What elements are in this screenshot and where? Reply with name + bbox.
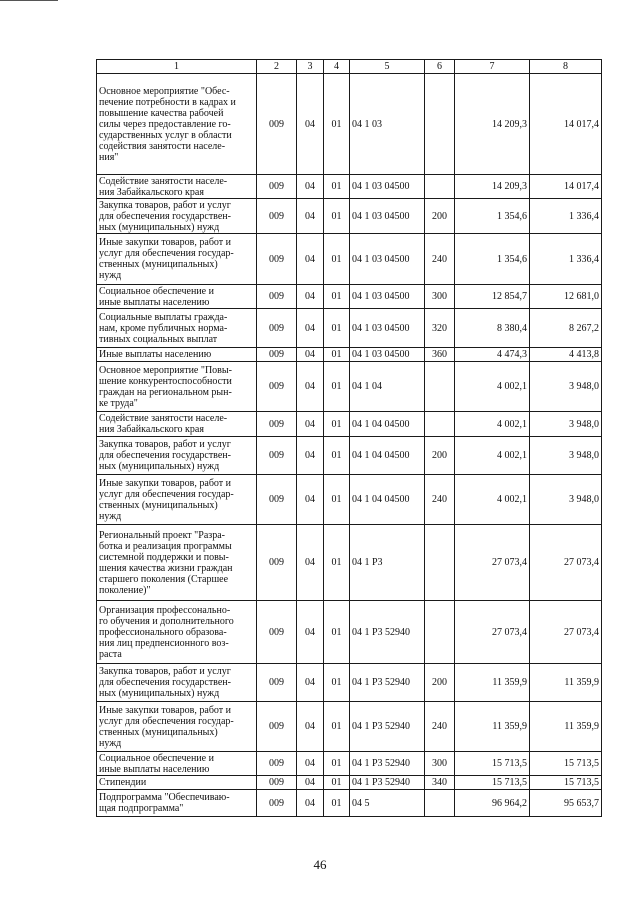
row-amount-2-cell: 15 713,5	[530, 776, 602, 790]
row-subsection-cell: 01	[324, 525, 350, 601]
row-subsection-cell: 01	[324, 475, 350, 525]
row-subsection-cell: 01	[324, 199, 350, 234]
row-grbs-cell: 009	[257, 525, 297, 601]
row-subsection-cell: 01	[324, 362, 350, 412]
row-section-cell: 04	[297, 664, 324, 702]
row-subsection-cell: 01	[324, 752, 350, 776]
table-row	[97, 601, 602, 664]
row-amount-2-cell: 8 267,2	[530, 309, 602, 348]
row-amount-1-cell: 12 854,7	[455, 285, 530, 309]
row-amount-2-cell: 27 073,4	[530, 601, 602, 664]
row-amount-1-cell: 14 209,3	[455, 74, 530, 175]
row-subsection-cell: 01	[324, 175, 350, 199]
table-row	[97, 285, 602, 309]
row-section-cell: 04	[297, 199, 324, 234]
row-subsection-cell: 01	[324, 790, 350, 817]
row-section-cell: 04	[297, 175, 324, 199]
row-amount-2-cell: 12 681,0	[530, 285, 602, 309]
row-amount-2-cell: 27 073,4	[530, 525, 602, 601]
row-expense-type-cell: 340	[425, 776, 455, 790]
row-amount-1-cell: 4 002,1	[455, 475, 530, 525]
table-row	[97, 776, 602, 790]
row-amount-1-cell: 14 209,3	[455, 175, 530, 199]
row-section-cell: 04	[297, 437, 324, 475]
table-header-row	[97, 60, 602, 74]
row-target-code-cell: 04 1 03	[350, 74, 425, 175]
row-subsection-cell: 01	[324, 702, 350, 752]
row-expense-type-cell	[425, 74, 455, 175]
row-target-code-cell: 04 1 03 04500	[350, 234, 425, 285]
row-expense-type-cell: 200	[425, 199, 455, 234]
row-amount-1-cell: 27 073,4	[455, 601, 530, 664]
row-subsection-cell: 01	[324, 776, 350, 790]
row-amount-1-cell: 4 002,1	[455, 412, 530, 437]
row-name-cell: Основное мероприятие "Обес- печение потребности в кадрах и повышение качества рабочей силы через предоставление го- сударственных услуг в области содействия занятости населе- ния"	[97, 74, 257, 175]
row-name-cell: Организация профессонально- го обучения и дополнительного профессионального образова- ния лиц предпенсионного воз- раста	[97, 601, 257, 664]
row-target-code-cell: 04 5	[350, 790, 425, 817]
row-expense-type-cell: 360	[425, 348, 455, 362]
table-row	[97, 702, 602, 752]
row-grbs-cell: 009	[257, 702, 297, 752]
row-section-cell: 04	[297, 702, 324, 752]
row-name-cell: Закупка товаров, работ и услуг для обеспечения государствен- ных (муниципальных) нужд	[97, 199, 257, 234]
row-target-code-cell: 04 1 P3 52940	[350, 752, 425, 776]
row-subsection-cell: 01	[324, 601, 350, 664]
row-amount-2-cell: 1 336,4	[530, 234, 602, 285]
row-subsection-cell: 01	[324, 74, 350, 175]
row-amount-1-cell: 1 354,6	[455, 199, 530, 234]
row-expense-type-cell: 200	[425, 664, 455, 702]
row-expense-type-cell: 320	[425, 309, 455, 348]
row-name-cell: Иные закупки товаров, работ и услуг для обеспечения государ- ственных (муниципальных) нужд	[97, 475, 257, 525]
row-expense-type-cell: 240	[425, 475, 455, 525]
table-row	[97, 199, 602, 234]
row-section-cell: 04	[297, 412, 324, 437]
row-expense-type-cell	[425, 601, 455, 664]
row-name-cell: Содействие занятости населе- ния Забайкальского края	[97, 175, 257, 199]
row-name-cell: Иные выплаты населению	[97, 348, 257, 362]
row-section-cell: 04	[297, 285, 324, 309]
table-row	[97, 437, 602, 475]
table-row	[97, 475, 602, 525]
row-expense-type-cell	[425, 525, 455, 601]
row-amount-2-cell: 3 948,0	[530, 412, 602, 437]
row-amount-2-cell: 1 336,4	[530, 199, 602, 234]
header-cell-6: 6	[425, 60, 455, 74]
row-amount-2-cell: 15 713,5	[530, 752, 602, 776]
table-row	[97, 362, 602, 412]
row-expense-type-cell: 300	[425, 752, 455, 776]
table-row	[97, 175, 602, 199]
row-grbs-cell: 009	[257, 175, 297, 199]
row-grbs-cell: 009	[257, 362, 297, 412]
row-amount-1-cell: 11 359,9	[455, 664, 530, 702]
row-section-cell: 04	[297, 74, 324, 175]
row-grbs-cell: 009	[257, 664, 297, 702]
row-grbs-cell: 009	[257, 412, 297, 437]
table-row	[97, 348, 602, 362]
row-target-code-cell: 04 1 03 04500	[350, 348, 425, 362]
row-target-code-cell: 04 1 03 04500	[350, 175, 425, 199]
row-amount-1-cell: 15 713,5	[455, 776, 530, 790]
header-cell-5: 5	[350, 60, 425, 74]
row-grbs-cell: 009	[257, 790, 297, 817]
row-amount-2-cell: 95 653,7	[530, 790, 602, 817]
header-cell-1: 1	[97, 60, 257, 74]
row-amount-2-cell: 14 017,4	[530, 175, 602, 199]
row-name-cell: Закупка товаров, работ и услуг для обеспечения государствен- ных (муниципальных) нужд	[97, 437, 257, 475]
row-name-cell: Стипендии	[97, 776, 257, 790]
row-target-code-cell: 04 1 P3 52940	[350, 776, 425, 790]
row-target-code-cell: 04 1 P3 52940	[350, 601, 425, 664]
row-target-code-cell: 04 1 04 04500	[350, 437, 425, 475]
table-row	[97, 234, 602, 285]
header-cell-8: 8	[530, 60, 602, 74]
row-amount-1-cell: 15 713,5	[455, 752, 530, 776]
header-cell-4: 4	[324, 60, 350, 74]
row-grbs-cell: 009	[257, 475, 297, 525]
row-amount-1-cell: 4 002,1	[455, 437, 530, 475]
row-name-cell: Иные закупки товаров, работ и услуг для обеспечения государ- ственных (муниципальных) нужд	[97, 234, 257, 285]
row-amount-1-cell: 27 073,4	[455, 525, 530, 601]
row-amount-1-cell: 11 359,9	[455, 702, 530, 752]
row-section-cell: 04	[297, 790, 324, 817]
row-grbs-cell: 009	[257, 285, 297, 309]
table-row	[97, 790, 602, 817]
row-section-cell: 04	[297, 362, 324, 412]
row-expense-type-cell	[425, 362, 455, 412]
row-amount-1-cell: 8 380,4	[455, 309, 530, 348]
row-grbs-cell: 009	[257, 309, 297, 348]
row-target-code-cell: 04 1 03 04500	[350, 309, 425, 348]
row-grbs-cell: 009	[257, 437, 297, 475]
row-subsection-cell: 01	[324, 285, 350, 309]
row-expense-type-cell: 240	[425, 702, 455, 752]
page-edge-mark	[0, 0, 58, 1]
row-expense-type-cell: 240	[425, 234, 455, 285]
row-section-cell: 04	[297, 348, 324, 362]
row-grbs-cell: 009	[257, 74, 297, 175]
row-name-cell: Подпрограмма "Обеспечиваю- щая подпрограмма"	[97, 790, 257, 817]
row-amount-1-cell: 96 964,2	[455, 790, 530, 817]
row-subsection-cell: 01	[324, 437, 350, 475]
row-grbs-cell: 009	[257, 752, 297, 776]
row-target-code-cell: 04 1 03 04500	[350, 199, 425, 234]
row-section-cell: 04	[297, 601, 324, 664]
row-name-cell: Основное мероприятие "Повы- шение конкурентоспособности граждан на региональном рын- ке труда"	[97, 362, 257, 412]
row-target-code-cell: 04 1 04 04500	[350, 412, 425, 437]
row-name-cell: Закупка товаров, работ и услуг для обеспечения государствен- ных (муниципальных) нужд	[97, 664, 257, 702]
row-expense-type-cell	[425, 175, 455, 199]
page-number: 46	[313, 857, 327, 872]
row-name-cell: Содействие занятости населе- ния Забайкальского края	[97, 412, 257, 437]
header-cell-2: 2	[257, 60, 297, 74]
row-name-cell: Социальное обеспечение и иные выплаты населению	[97, 285, 257, 309]
row-amount-2-cell: 11 359,9	[530, 702, 602, 752]
header-cell-3: 3	[297, 60, 324, 74]
header-cell-7: 7	[455, 60, 530, 74]
row-amount-2-cell: 3 948,0	[530, 475, 602, 525]
row-name-cell: Социальное обеспечение и иные выплаты населению	[97, 752, 257, 776]
row-section-cell: 04	[297, 475, 324, 525]
table-row	[97, 309, 602, 348]
row-name-cell: Социальные выплаты гражда- нам, кроме публичных норма- тивных социальных выплат	[97, 309, 257, 348]
table-row	[97, 74, 602, 175]
row-amount-2-cell: 3 948,0	[530, 437, 602, 475]
row-section-cell: 04	[297, 776, 324, 790]
row-amount-1-cell: 4 002,1	[455, 362, 530, 412]
row-target-code-cell: 04 1 03 04500	[350, 285, 425, 309]
row-subsection-cell: 01	[324, 664, 350, 702]
table-row	[97, 525, 602, 601]
row-amount-2-cell: 3 948,0	[530, 362, 602, 412]
row-name-cell: Иные закупки товаров, работ и услуг для обеспечения государ- ственных (муниципальных) нужд	[97, 702, 257, 752]
row-target-code-cell: 04 1 P3 52940	[350, 664, 425, 702]
row-subsection-cell: 01	[324, 348, 350, 362]
row-expense-type-cell: 300	[425, 285, 455, 309]
row-amount-2-cell: 11 359,9	[530, 664, 602, 702]
row-target-code-cell: 04 1 04	[350, 362, 425, 412]
row-amount-2-cell: 14 017,4	[530, 74, 602, 175]
row-subsection-cell: 01	[324, 309, 350, 348]
row-subsection-cell: 01	[324, 234, 350, 285]
row-section-cell: 04	[297, 752, 324, 776]
row-grbs-cell: 009	[257, 601, 297, 664]
table-row	[97, 412, 602, 437]
row-grbs-cell: 009	[257, 348, 297, 362]
row-amount-1-cell: 4 474,3	[455, 348, 530, 362]
row-target-code-cell: 04 1 04 04500	[350, 475, 425, 525]
row-amount-2-cell: 4 413,8	[530, 348, 602, 362]
table-row	[97, 664, 602, 702]
row-target-code-cell: 04 1 P3 52940	[350, 702, 425, 752]
row-target-code-cell: 04 1 P3	[350, 525, 425, 601]
row-section-cell: 04	[297, 234, 324, 285]
table-row	[97, 752, 602, 776]
row-section-cell: 04	[297, 309, 324, 348]
row-amount-1-cell: 1 354,6	[455, 234, 530, 285]
row-grbs-cell: 009	[257, 199, 297, 234]
row-expense-type-cell: 200	[425, 437, 455, 475]
row-expense-type-cell	[425, 412, 455, 437]
budget-table	[96, 59, 602, 817]
table-body	[97, 74, 602, 817]
row-expense-type-cell	[425, 790, 455, 817]
row-section-cell: 04	[297, 525, 324, 601]
row-grbs-cell: 009	[257, 234, 297, 285]
row-subsection-cell: 01	[324, 412, 350, 437]
row-grbs-cell: 009	[257, 776, 297, 790]
row-name-cell: Региональный проект "Разра- ботка и реализация программы системной поддержки и повы- шения качества жизни граждан старшего поколения (Старшее поколение)"	[97, 525, 257, 601]
